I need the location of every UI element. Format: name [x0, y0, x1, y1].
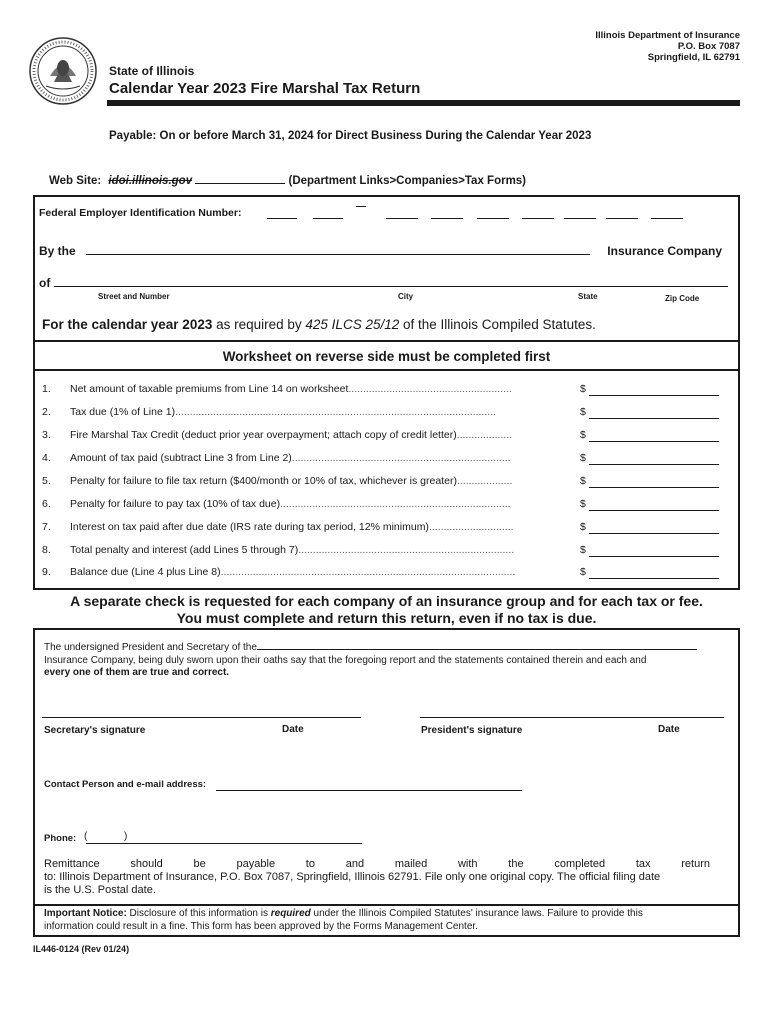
line-description: [70, 406, 580, 418]
separate-check-notice: [33, 593, 740, 627]
dollar-sign: $: [580, 566, 586, 578]
worksheet-line: [42, 406, 722, 422]
website-underline: [195, 174, 285, 184]
line-amount-field[interactable]: [589, 475, 719, 488]
website-url[interactable]: idoi.illinois.gov: [108, 175, 193, 187]
line-number: 7.: [42, 521, 51, 533]
dollar-sign: $: [580, 475, 586, 487]
attestation-line2: Insurance Company, being duly sworn upon their oaths say that the foregoing report and the statements contained therein and each and: [44, 654, 647, 666]
line-description: [70, 521, 580, 533]
title-rule: [107, 100, 740, 106]
company-name-attest-field[interactable]: [257, 640, 697, 650]
president-date-label: Date: [658, 724, 680, 735]
line-dots: .............................: [428, 521, 514, 533]
state-seal-icon: [28, 36, 98, 106]
line-amount-field[interactable]: [589, 544, 719, 557]
state-field-label: State: [578, 292, 598, 301]
line-dots: ...............................................................................: [280, 498, 511, 510]
important-required: required: [270, 908, 311, 919]
worksheet-line: [42, 383, 722, 399]
worksheet-line: [42, 452, 722, 468]
dollar-sign: $: [580, 406, 586, 418]
dollar-sign: $: [580, 429, 586, 441]
dollar-sign: $: [580, 383, 586, 395]
important-text-b: under the Illinois Compiled Statutes' insurance laws. Failure to provide this: [310, 908, 643, 919]
city-label: City: [398, 292, 414, 301]
fein-digit-field[interactable]: [386, 206, 418, 219]
street-label: Street and Number: [98, 292, 170, 301]
line-dots: ...........................................................................: [291, 452, 511, 464]
dollar-sign: $: [580, 498, 586, 510]
fein-digit-field[interactable]: [564, 206, 596, 219]
phone-paren-close: ): [124, 831, 128, 842]
line-text: Amount of tax paid (subtract Line 3 from Line 2): [70, 452, 292, 464]
worksheet-heading: Worksheet on reverse side must be completed first: [222, 349, 551, 364]
fein-digit-field[interactable]: [477, 206, 509, 219]
line-number: 5.: [42, 475, 51, 487]
remittance-text: [44, 858, 710, 897]
divider: [33, 369, 740, 371]
website-line: [49, 174, 526, 187]
remittance-line3: is the U.S. Postal date.: [44, 884, 156, 896]
form-number: IL446-0124 (Rev 01/24): [33, 944, 130, 954]
fein-dash: [356, 206, 366, 207]
line-amount-field[interactable]: [589, 406, 719, 419]
line-dots: ...................: [456, 475, 513, 487]
attestation-line3: every one of them are true and correct.: [44, 667, 230, 678]
company-name-field[interactable]: [86, 242, 590, 255]
line-dots: ..........................................................................: [298, 544, 515, 556]
fein-digit-field[interactable]: [431, 206, 463, 219]
line-description: [70, 452, 580, 464]
fein-digit-field[interactable]: [522, 206, 554, 219]
worksheet-line: [42, 521, 722, 537]
separate-check-line1: A separate check is requested for each company of an insurance group and for each tax or fee.: [70, 593, 703, 609]
president-signature-line[interactable]: [420, 717, 724, 718]
separate-check-line2: You must complete and return this return, even if no tax is due.: [176, 610, 597, 626]
worksheet-line: [42, 475, 722, 491]
page-title: Calendar Year 2023 Fire Marshal Tax Return: [109, 80, 421, 97]
worksheet-line: [42, 498, 722, 514]
fein-digit-field[interactable]: [313, 206, 343, 219]
fein-label: Federal Employer Identification Number:: [39, 207, 242, 219]
of-label: of: [39, 276, 51, 290]
statute-ref: 425 ILCS 25/12: [305, 317, 400, 332]
website-label: Web Site:: [49, 175, 102, 187]
line-amount-field[interactable]: [589, 383, 719, 396]
line-dots: .....................................................................................................: [220, 566, 516, 578]
calendar-year-bold: For the calendar year 2023: [42, 317, 213, 332]
important-label: Important Notice:: [44, 908, 127, 919]
contact-field[interactable]: [216, 790, 522, 791]
secretary-signature-line[interactable]: [42, 717, 361, 718]
dollar-sign: $: [580, 521, 586, 533]
line-number: 2.: [42, 406, 51, 418]
line-dots: ...................: [456, 429, 513, 441]
dollar-sign: $: [580, 452, 586, 464]
line-amount-field[interactable]: [589, 452, 719, 465]
remittance-line1: Remittance should be payable to and mailed with the completed tax return: [44, 858, 710, 870]
line-number: 6.: [42, 498, 51, 510]
contact-label: Contact Person and e-mail address:: [44, 779, 207, 790]
dept-name: Illinois Department of Insurance: [595, 30, 740, 41]
line-description: [70, 566, 580, 578]
fein-digit-field[interactable]: [267, 206, 297, 219]
department-address: [595, 30, 740, 63]
line-number: 9.: [42, 566, 51, 578]
phone-paren-open: (: [84, 831, 88, 842]
line-amount-field[interactable]: [589, 498, 719, 511]
line-number: 3.: [42, 429, 51, 441]
dept-city: Springfield, IL 62791: [647, 52, 740, 63]
line-amount-field[interactable]: [589, 429, 719, 442]
line-description: [70, 475, 580, 487]
line-amount-field[interactable]: [589, 566, 719, 579]
phone-field[interactable]: [86, 843, 362, 844]
line-dots: ..............................................................................................................: [175, 406, 496, 418]
line-number: 8.: [42, 544, 51, 556]
line-description: [70, 429, 580, 441]
attestation-line1: The undersigned President and Secretary of the: [44, 642, 257, 653]
line-description: [70, 383, 580, 395]
line-description: [70, 544, 580, 556]
zip-label: Zip Code: [665, 294, 700, 303]
calendar-year-mid: as required by: [212, 317, 306, 332]
line-number: 1.: [42, 383, 51, 395]
line-text: Net amount of taxable premiums from Line 14 on worksheet: [70, 383, 349, 395]
line-text: Balance due (Line 4 plus Line 8): [70, 566, 221, 578]
line-description: [70, 498, 580, 510]
important-text-c: information could result in a fine. This form has been approved by the Forms Management Center.: [44, 921, 478, 932]
dollar-sign: $: [580, 544, 586, 556]
line-dots: ........................................................: [348, 383, 512, 395]
line-text: Penalty for failure to file tax return ($400/month or 10% of tax, whichever is greater): [70, 475, 457, 487]
worksheet-line: [42, 429, 722, 445]
website-path: (Department Links>Companies>Tax Forms): [288, 175, 527, 187]
line-text: Total penalty and interest (add Lines 5 through 7): [70, 544, 299, 556]
worksheet-line: [42, 544, 722, 560]
divider: [33, 340, 740, 342]
line-text: Penalty for failure to pay tax (10% of tax due): [70, 498, 281, 510]
important-notice: [44, 907, 734, 933]
line-number: 4.: [42, 452, 51, 464]
secretary-date-label: Date: [282, 724, 304, 735]
payable-notice: Payable: On or before March 31, 2024 for Direct Business During the Calendar Year 2023: [109, 130, 592, 142]
line-text: Tax due (1% of Line 1): [70, 406, 176, 418]
calendar-year-statement: [42, 317, 596, 332]
state-label: State of Illinois: [109, 64, 195, 78]
insurance-company-label: Insurance Company: [607, 244, 722, 258]
president-signature-label: President's signature: [421, 725, 523, 736]
fein-digit-field[interactable]: [651, 206, 683, 219]
secretary-signature-label: Secretary's signature: [44, 725, 146, 736]
fein-digit-field[interactable]: [606, 206, 638, 219]
worksheet-line: [42, 566, 722, 582]
address-field[interactable]: [54, 274, 728, 287]
remittance-line2: to: Illinois Department of Insurance, P.O. Box 7087, Springfield, Illinois 62791. File only one original copy. The official filing date: [44, 871, 661, 883]
dept-po-box: P.O. Box 7087: [677, 41, 740, 52]
attestation-text: [44, 640, 732, 680]
line-text: Fire Marshal Tax Credit (deduct prior year overpayment; attach copy of credit letter): [70, 429, 457, 441]
by-the-label: By the: [39, 244, 76, 258]
line-amount-field[interactable]: [589, 521, 719, 534]
line-text: Interest on tax paid after due date (IRS rate during tax period, 12% minimum): [70, 521, 429, 533]
important-text-a: Disclosure of this information is: [126, 908, 271, 919]
calendar-year-end: of the Illinois Compiled Statutes.: [399, 317, 596, 332]
phone-label: Phone:: [44, 833, 77, 844]
